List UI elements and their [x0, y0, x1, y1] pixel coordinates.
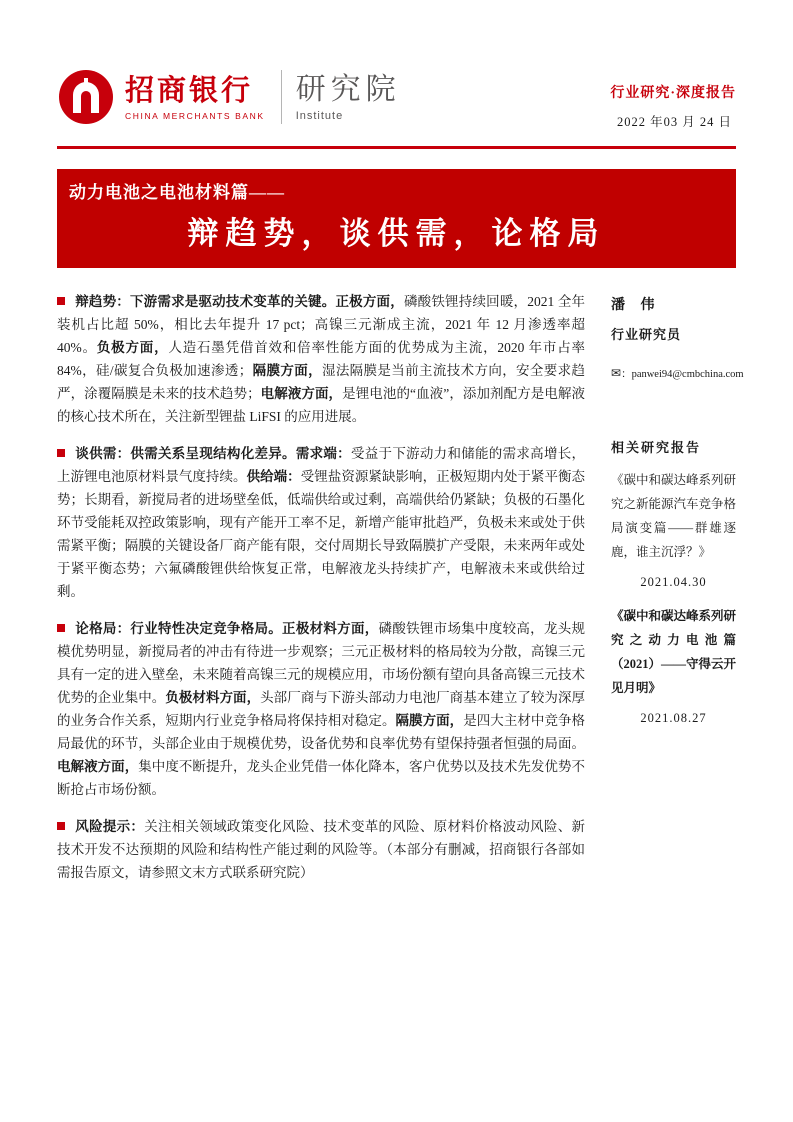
paragraph-text: 关注相关领域政策变化风险、技术变革的风险、原材料价格波动风险、新技术开发不达预期的风险和结构性产能过剩的风险等。（本部分有删减，招商银行各部如需报告原文，请参照文末方式联系研究院）	[57, 819, 585, 880]
paragraph-text: 受益于下游动力和储能的需求高增长，上游锂电池原材料景气度持续。	[57, 446, 586, 484]
related-reports-list	[611, 468, 736, 730]
paragraph-lead-text: 隔膜方面，	[395, 713, 464, 728]
paragraph-lead-text: 谈供需：供需关系呈现结构化差异。	[75, 446, 296, 461]
bank-name: 招商银行	[125, 74, 254, 107]
title-banner	[57, 169, 736, 268]
sidebar	[611, 290, 744, 740]
paragraph-text: 是四大主材中竞争格局最优的环节，头部企业由于规模优势，设备优势和良率优势有望保持强者恒强的局面。	[57, 713, 586, 751]
report-date: 2022 年03 月 24 日	[616, 115, 732, 129]
related-report-date: 2021.08.27	[640, 711, 707, 725]
body-paragraph	[57, 617, 585, 801]
author-name: 潘 伟	[611, 298, 661, 313]
author-role: 行业研究员	[611, 327, 682, 342]
header	[57, 68, 736, 130]
institute-wordmark	[296, 73, 401, 122]
author-email-row	[611, 362, 744, 386]
header-divider-rule	[57, 146, 736, 149]
paragraph-lead-text: 需求端：	[295, 446, 351, 461]
body-paragraph	[57, 442, 585, 603]
bullet-square-icon	[57, 624, 65, 632]
paragraph-lead-text: 辩趋势：下游需求是驱动技术变革的关键。	[75, 294, 336, 309]
series-title: 动力电池之电池材料篇——	[69, 183, 285, 202]
content	[57, 290, 744, 898]
related-report-title: 《碳中和碳达峰系列研究之新能源汽车竞争格局演变篇——群雄逐鹿，谁主沉浮？》	[611, 473, 737, 559]
bank-wordmark	[125, 74, 265, 121]
paragraph-text: 头部厂商与下游头部动力电池厂商基本建立了较为深厚的业务合作关系，短期内行业竞争格局将保持相对稳定。	[57, 690, 586, 728]
paragraph-lead-text: 电解液方面，	[57, 759, 139, 774]
brand	[57, 68, 401, 126]
cmb-logo-icon	[57, 68, 115, 126]
bullet-square-icon	[57, 822, 65, 830]
bullet-square-icon	[57, 449, 65, 457]
body-paragraph	[57, 815, 585, 884]
bank-name-en: CHINA MERCHANTS BANK	[125, 110, 265, 121]
paragraph-lead-text: 风险提示：	[75, 819, 145, 834]
paragraph-text: 是锂电池的“血液”，添加剂配方是电解液的核心技术所在，关注新型锂盐 LiFSI 的应用进展。	[57, 386, 586, 424]
paragraph-text: 磷酸铁锂市场集中度较高，龙头规模优势明显，新搅局者的冲击有待进一步观察；三元正极材料的格局较为分散，高镍三元具有一定的进入壁垒，未来随着高镍三元的规模应用，市场份额有望向具备高镍三元技术优势的企业集中。	[57, 621, 586, 705]
related-report-title: 《碳中和碳达峰系列研究之动力电池篇（2021）——守得云开见月明》	[611, 609, 737, 695]
paragraph-lead-text: 电解液方面，	[260, 386, 343, 401]
bullet-square-icon	[57, 297, 65, 305]
institute-name-en: Institute	[295, 109, 344, 122]
header-meta	[610, 68, 736, 130]
paragraph-text: 湿法隔膜是当前主流技术方向，安全要求趋严，涂覆隔膜是未来的技术趋势；	[57, 363, 586, 401]
paragraph-lead-text: 负极方面，	[96, 340, 169, 355]
envelope-icon: ✉	[611, 366, 622, 380]
paragraph-lead-text: 供给端：	[246, 469, 301, 484]
report-type-label: 行业研究·深度报告	[610, 86, 736, 101]
brand-divider	[281, 70, 282, 124]
paragraph-text: 磷酸铁锂持续回暖，2021 全年装机占比超 50%，相比去年提升 17 pct；高镍三元渐成主流，2021 年 12 月渗透率超 40%。	[57, 294, 586, 355]
paragraph-text: 受锂盐资源紧缺影响，正极短期内处于紧平衡态势；长期看，新搅局者的进场壁垒低，低端供给或过剩，高端供给仍紧缺；负极的石墨化环节受能耗双控政策影响，现有产能开工率不足，新增产能审批趋严，负极未来或处于供需紧平衡；隔膜的关键设备厂商产能有限，交付周期长导致隔膜扩产受限，未来两年或处于紧平衡态势；六氟磷酸锂供给恢复正常，电解液龙头持续扩产，电解液未来或供给过剩。	[57, 469, 586, 599]
email-separator: ：	[621, 369, 632, 380]
paragraph-lead-text: 隔膜方面，	[252, 363, 322, 378]
paragraph-lead-text: 负极材料方面，	[165, 690, 261, 705]
paragraph-text: 人造石墨凭借首效和倍率性能方面的优势成为主流，2020 年市占率 84%，硅/碳复合负极加速渗透；	[57, 340, 586, 378]
page-title: 辩趋势，谈供需，论格局	[187, 216, 606, 251]
paragraph-text: 集中度不断提升，龙头企业凭借一体化降本，客户优势以及技术先发优势不断抢占市场份额。	[57, 759, 586, 797]
abstract-column	[57, 290, 585, 898]
related-reports-heading: 相关研究报告	[611, 440, 702, 455]
email-address[interactable]: panwei94@cmbchina.com	[631, 369, 744, 380]
paragraph-lead-text: 正极方面，	[335, 294, 404, 309]
related-report-date: 2021.04.30	[640, 575, 707, 589]
institute-name: 研究院	[295, 72, 401, 106]
body-paragraph	[57, 290, 585, 428]
paragraph-lead-text: 论格局：行业特性决定竞争格局。	[75, 621, 283, 636]
paragraph-lead-text: 正极材料方面，	[282, 621, 379, 636]
